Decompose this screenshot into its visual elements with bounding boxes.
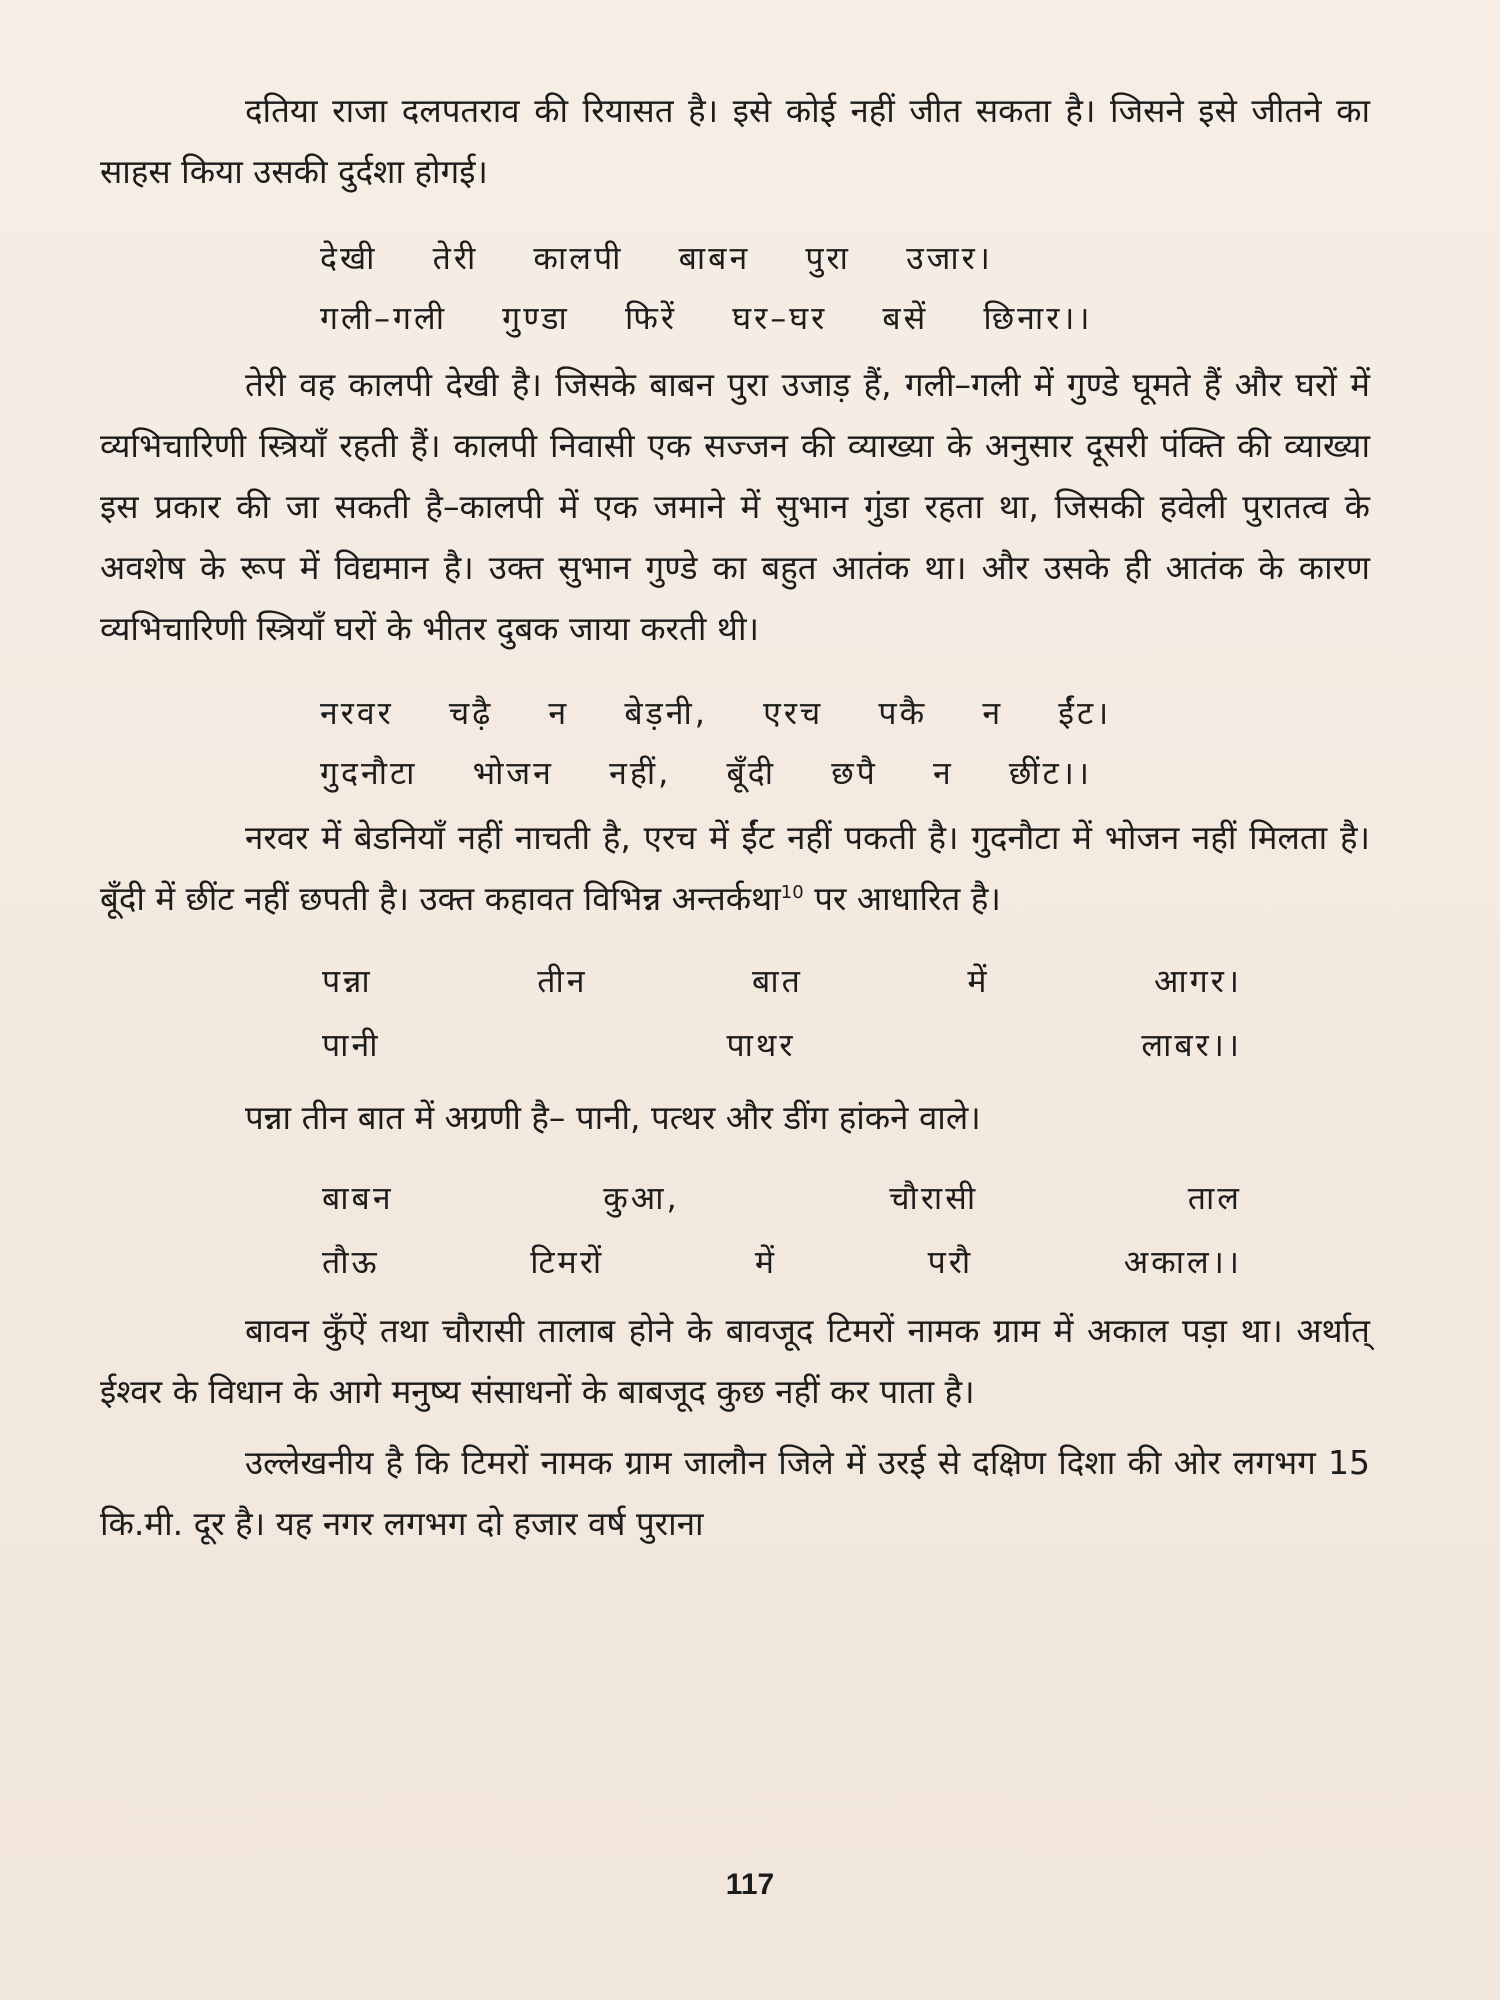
paragraph-narwar-explanation (100, 807, 1370, 929)
verse-word: अकाल।। (1123, 1243, 1242, 1281)
verse-word: बात (752, 962, 803, 1000)
verse-word: ताल (1187, 1179, 1242, 1217)
verse-word: पाथर (726, 1026, 796, 1064)
verse-word: कुआ, (603, 1179, 680, 1217)
paragraph-datia: दतिया राजा दलपतराव की रियासत है। इसे कोई नहीं जीत सकता है। जिसने इसे जीतने का साहस किया उसकी दुर्दशा होगई। (100, 91, 1370, 191)
paragraph-panna-explanation: पन्ना तीन बात में अग्रणी है– पानी, पत्थर और डींग हांकने वाले। (245, 1098, 981, 1137)
verse-word: चौरासी (889, 1179, 979, 1217)
verse-panna (100, 949, 1370, 1077)
verse-row (322, 949, 1242, 1013)
paragraph-timron-explanation: बावन कुँऐं तथा चौरासी तालाब होने के बावजूद टिमरों नामक ग्राम में अकाल पड़ा था। अर्थात् ईश्वर के विधान के आगे मनुष्य संसाधनों के बाबजूद कुछ नहीं कर पाता है। (100, 1311, 1370, 1411)
verse-word: आगर। (1154, 962, 1242, 1000)
page-number: 117 (725, 1868, 775, 1901)
verse-row (322, 1166, 1242, 1230)
verse-word: पन्ना (322, 962, 373, 1000)
verse-word: में (967, 962, 990, 1000)
verse-narwar (100, 683, 1370, 803)
verse-kalpi (100, 228, 1370, 348)
paragraph-timron-location: उल्लेखनीय है कि टिमरों नामक ग्राम जालौन जिले में उरई से दक्षिण दिशा की ओर लगभग 15 कि.मी. दूर है। यह नगर लगभग दो हजार वर्ष पुराना (100, 1443, 1370, 1543)
verse-line: देखी तेरी कालपी बाबन पुरा उजार। (320, 239, 993, 277)
paragraph-text: नरवर में बेडनियाँ नहीं नाचती है, एरच में ईंट नहीं पकती है। गुदनौटा में भोजन नहीं मिलता है। बूँदी में छींट नहीं छपती है। उक्त कहावत विभिन्न अन्तर्कथा (100, 818, 1370, 918)
paragraph-text: पर आधारित है। (803, 879, 1001, 918)
verse-word: बाबन (322, 1179, 394, 1217)
paragraph-kalpi-explanation: तेरी वह कालपी देखी है। जिसके बाबन पुरा उजाड़ हैं, गली–गली में गुण्डे घूमते हैं और घरों में व्यभिचारिणी स्त्रियाँ रहती हैं। कालपी निवासी एक सज्जन की व्याख्या के अनुसार दूसरी पंक्ति की व्याख्या इस प्रकार की जा सकती है–कालपी में एक जमाने में सुभान गुंडा रहता था, जिसकी हवेली पुरातत्व के अवशेष के रूप में विद्यमान है। उक्त सुभान गुण्डे का बहुत आतंक था। और उसके ही आतंक के कारण व्यभिचारिणी स्त्रियाँ घरों के भीतर दुबक जाया करती थी। (100, 365, 1370, 648)
verse-word: लाबर।। (1141, 1026, 1242, 1064)
verse-line: नरवर चढ़ै न बेड़नी, एरच पकै न ईंट। (320, 694, 1112, 732)
verse-word: में (754, 1243, 777, 1281)
verse-word: पानी (322, 1026, 381, 1064)
verse-row (322, 1230, 1242, 1294)
verse-word: परौ (927, 1243, 974, 1281)
verse-row (322, 1013, 1242, 1077)
verse-word: टिमरों (530, 1243, 605, 1281)
footnote-marker: 10 (780, 882, 804, 903)
verse-word: तौऊ (322, 1243, 380, 1281)
verse-line: गुदनौटा भोजन नहीं, बूँदी छपै न छींट।। (320, 754, 1093, 792)
verse-line: गली–गली गुण्डा फिरें घर–घर बसें छिनार।। (320, 299, 1093, 337)
verse-timron (100, 1166, 1370, 1294)
verse-word: तीन (537, 962, 588, 1000)
